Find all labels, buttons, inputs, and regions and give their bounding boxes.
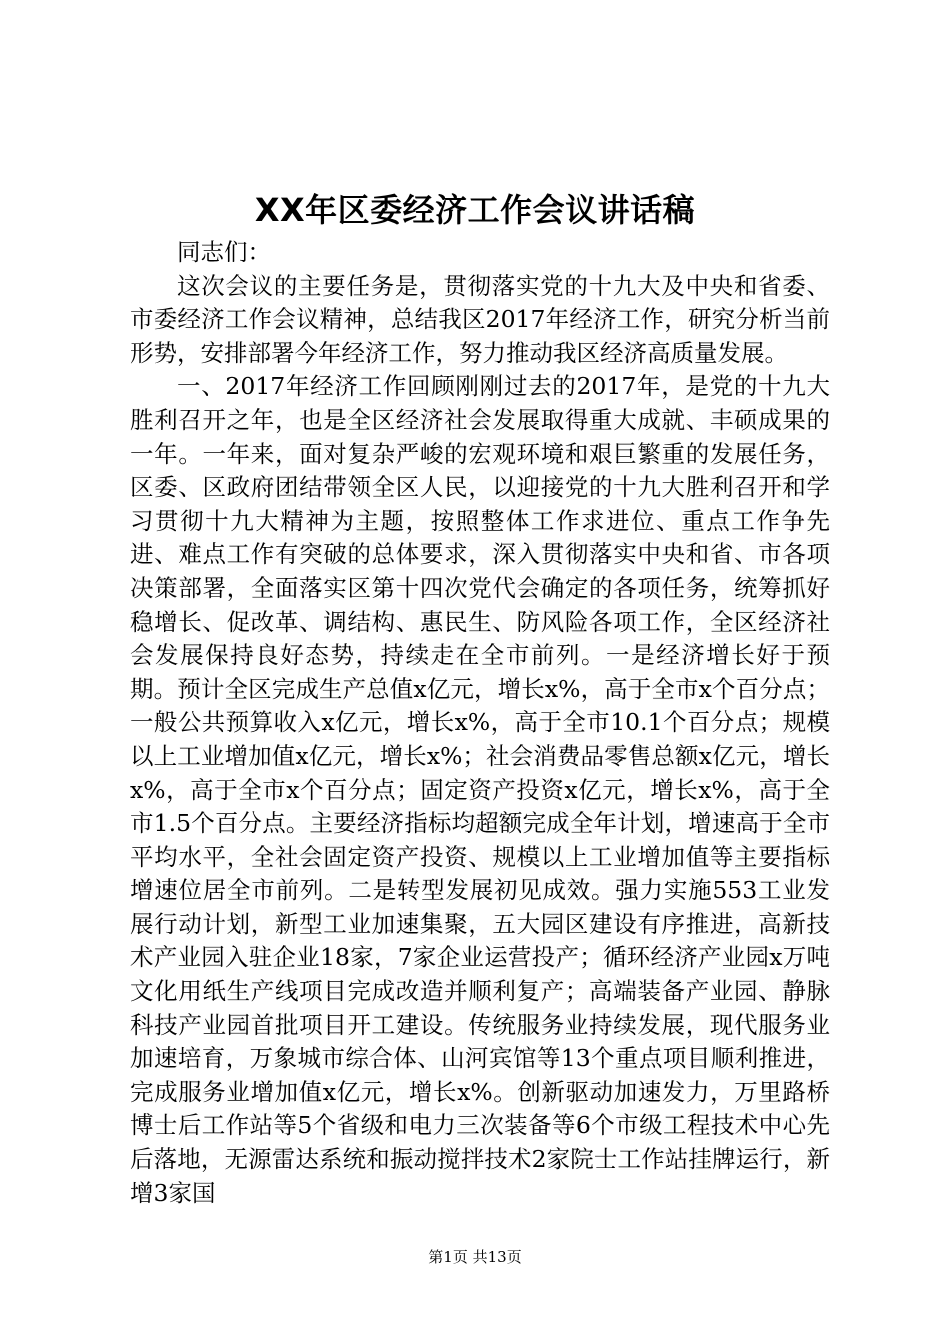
paragraph: 一、2017年经济工作回顾刚刚过去的2017年，是党的十九大胜利召开之年，也是全区经济社会发展取得重大成就、丰硕成果的一年。一年来，面对复杂严峻的宏观环境和艰巨繁重的发展任务，区委、区政府团结带领全区人民，以迎接党的十九大胜利召开和学习贯彻十九大精神为主题，按照整体工作求进位、重点工作争先进、难点工作有突破的总体要求，深入贯彻落实中央和省、市各项决策部署，全面落实区第十四次党代会确定的各项任务，统筹抓好稳增长、促改革、调结构、惠民生、防风险各项工作，全区经济社会发展保持良好态势，持续走在全市前列。一是经济增长好于预期。预计全区完成生产总值x亿元，增长x%，高于全市x个百分点；一般公共预算收入x亿元，增长x%，高于全市10.1个百分点；规模以上工业增加值x亿元，增长x%；社会消费品零售总额x亿元，增长x%，高于全市x个百分点；固定资产投资x亿元，增长x%，高于全市1.5个百分点。主要经济指标均超额完成全年计划，增速高于全市平均水平，全社会固定资产投资、规模以上工业增加值等主要指标增速位居全市前列。二是转型发展初见成效。强力实施553工业发展行动计划，新型工业加速集聚，五大园区建设有序推进，高新技术产业园入驻企业18家，7家企业运营投产；循环经济产业园x万吨文化用纸生产线项目完成改造并顺利复产；高端装备产业园、静脉科技产业园首批项目开工建设。传统服务业持续发展，现代服务业加速培育，万象城市综合体、山河宾馆等13个重点项目顺利推进，完成服务业增加值x亿元，增长x%。创新驱动加速发力，万里路桥博士后工作站等5个省级和电力三次装备等6个市级工程技术中心先后落地，无源雷达系统和振动搅拌技术2家院士工作站挂牌运行，新增3家国 [130, 372, 830, 1207]
page-footer: 第1页 共13页 [428, 1248, 522, 1266]
salutation: 同志们： [177, 238, 271, 266]
paragraph: 这次会议的主要任务是，贯彻落实党的十九大及中央和省委、市委经济工作会议精神，总结我区2017年经济工作，研究分析当前形势，安排部署今年经济工作，努力推动我区经济高质量发展。 [130, 271, 830, 367]
document-title: XX年区委经济工作会议讲话稿 [254, 191, 696, 229]
document-body [130, 236, 830, 1210]
